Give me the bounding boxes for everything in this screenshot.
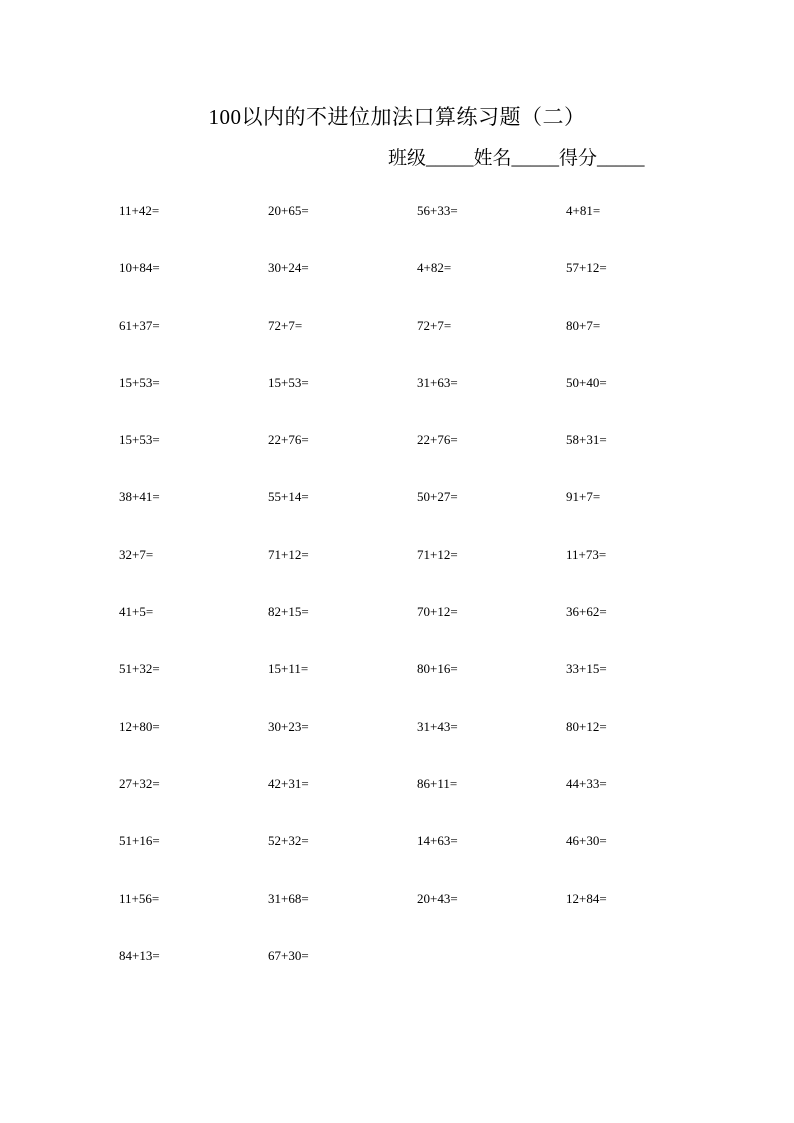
problem-item: 41+5=: [119, 604, 154, 620]
problem-item: 12+84=: [566, 890, 607, 906]
problem-item: 30+23=: [268, 718, 309, 734]
problem-item: 80+7=: [566, 317, 601, 333]
problem-item: 22+76=: [268, 432, 309, 448]
problem-grid: [119, 200, 715, 1002]
problem-item: 32+7=: [119, 546, 154, 562]
problem-item: 52+32=: [268, 833, 309, 849]
problem-item: 80+16=: [417, 661, 458, 677]
problem-item: 20+65=: [268, 203, 309, 218]
problem-item: 12+80=: [119, 718, 160, 734]
problem-item: 15+11=: [268, 661, 309, 677]
student-info-line: 班级_____姓名_____得分_____: [388, 148, 645, 169]
problem-item: 67+30=: [268, 947, 309, 963]
problem-item: 30+24=: [268, 260, 309, 276]
problem-item: 11+42=: [119, 203, 160, 218]
problem-item: 4+82=: [417, 260, 452, 276]
problem-item: 11+56=: [119, 890, 160, 906]
problem-item: 15+53=: [119, 432, 160, 448]
problem-item: 51+32=: [119, 661, 160, 677]
problem-item: 10+84=: [119, 260, 160, 276]
problem-item: 38+41=: [119, 489, 160, 505]
problem-item: 70+12=: [417, 604, 458, 620]
problem-item: 82+15=: [268, 604, 309, 620]
problem-item: 46+30=: [566, 833, 607, 849]
problem-item: 72+7=: [417, 317, 452, 333]
problem-item: 72+7=: [268, 317, 303, 333]
problem-item: 11+73=: [566, 546, 607, 562]
problem-item: 15+53=: [119, 374, 160, 390]
problem-item: 71+12=: [268, 546, 309, 562]
problem-item: 27+32=: [119, 775, 160, 791]
problem-item: 51+16=: [119, 833, 160, 849]
problem-item: 50+27=: [417, 489, 458, 505]
problem-item: 31+43=: [417, 718, 458, 734]
problem-item: 33+15=: [566, 661, 607, 677]
problem-item: 56+33=: [417, 203, 458, 218]
problem-item: 50+40=: [566, 374, 607, 390]
problem-item: 31+68=: [268, 890, 309, 906]
problem-item: 14+63=: [417, 833, 458, 849]
page-title: 100以内的不进位加法口算练习题（二）: [208, 105, 586, 129]
problem-item: 4+81=: [566, 203, 601, 218]
problem-item: 22+76=: [417, 432, 458, 448]
problem-item: 80+12=: [566, 718, 607, 734]
problem-item: 20+43=: [417, 890, 458, 906]
problem-item: 42+31=: [268, 775, 309, 791]
problem-item: 84+13=: [119, 947, 160, 963]
problem-item: 36+62=: [566, 604, 607, 620]
problem-item: 15+53=: [268, 374, 309, 390]
problem-item: 91+7=: [566, 489, 601, 505]
problem-item: 57+12=: [566, 260, 607, 276]
problem-item: 44+33=: [566, 775, 607, 791]
problem-item: 61+37=: [119, 317, 160, 333]
problem-item: 71+12=: [417, 546, 458, 562]
problem-item: 86+11=: [417, 775, 458, 791]
problem-item: 58+31=: [566, 432, 607, 448]
problem-item: 31+63=: [417, 374, 458, 390]
problem-item: 55+14=: [268, 489, 309, 505]
